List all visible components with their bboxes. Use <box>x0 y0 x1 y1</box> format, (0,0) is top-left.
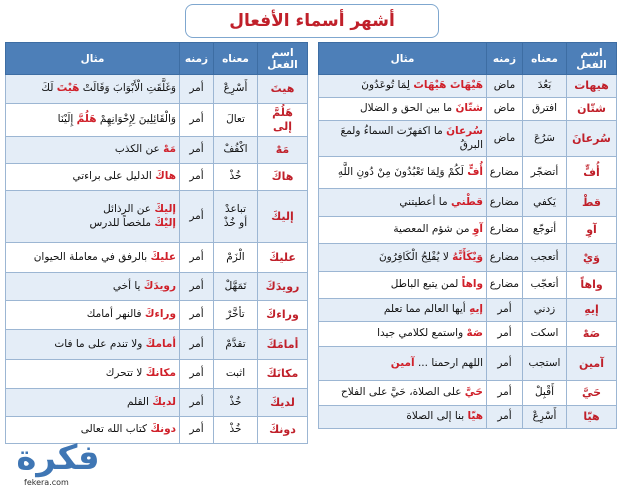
meaning-cell <box>214 389 258 417</box>
table-row <box>6 104 308 137</box>
verb-noun-cell: قطْ <box>567 189 617 217</box>
example-highlight: وراءكَ <box>144 308 176 321</box>
meaning-text: خُذْ <box>229 423 242 436</box>
example-cell <box>319 157 487 189</box>
table-body <box>6 75 308 444</box>
example-cell <box>6 360 180 389</box>
tense-cell: مضارع <box>487 189 523 217</box>
meaning-text: تأخَّرْ <box>226 308 245 321</box>
verb-noun-cell: آوِ <box>567 217 617 244</box>
table-row <box>319 244 617 272</box>
table-row <box>319 272 617 299</box>
meaning-text: بَعُدَ <box>537 79 552 92</box>
meaning-cell <box>214 417 258 444</box>
example-highlight: إيهِ <box>469 303 483 316</box>
meaning-cell <box>523 244 567 272</box>
example-highlight: صَهْ <box>466 327 483 340</box>
meaning-cell <box>523 189 567 217</box>
example-cell <box>6 137 180 164</box>
tense-cell: ماض <box>487 98 523 121</box>
example-line <box>9 423 176 436</box>
table-row <box>319 217 617 244</box>
verb-noun-cell: إيهِ <box>567 299 617 322</box>
meaning-text: تباعدْ <box>224 203 247 216</box>
verb-noun-cell: صَهْ <box>567 322 617 347</box>
example-line <box>9 170 176 183</box>
example-line <box>9 367 176 380</box>
example-text: الدليل على براءتي <box>72 170 156 183</box>
example-text: على الصلاة، حَيَّ على الفلاح <box>341 386 465 399</box>
meaning-cell <box>214 301 258 330</box>
meaning-cell <box>523 121 567 157</box>
meaning-cell <box>523 272 567 299</box>
meaning-cell <box>214 137 258 164</box>
tense-cell: أمر <box>487 299 523 322</box>
table-row <box>319 75 617 98</box>
example-line <box>9 396 176 409</box>
verb-noun-cell: هاكَ <box>258 164 308 191</box>
col-header-name: اسم الفعل <box>258 43 308 75</box>
meaning-text: أَسْرِعْ <box>532 410 557 423</box>
meaning-text: أَسْرِعْ <box>223 82 248 95</box>
example-highlight: أمامكَ <box>145 337 176 350</box>
example-line <box>322 166 483 179</box>
example-line <box>9 251 176 264</box>
example-highlight: هَلُمَّ <box>76 113 97 126</box>
example-text: اللهم ارحمنا ... <box>414 356 483 369</box>
example-text: فالنهر أمامك <box>86 308 145 321</box>
site-logo <box>2 436 114 490</box>
tense-cell: أمر <box>180 389 214 417</box>
tense-cell: أمر <box>180 104 214 137</box>
example-line <box>322 357 483 370</box>
meaning-text: زدني <box>533 303 556 316</box>
meaning-text: اكْفُفْ <box>223 143 248 156</box>
tense-cell: أمر <box>180 164 214 191</box>
table-row <box>6 330 308 360</box>
table-row <box>319 347 617 381</box>
tense-cell: أمر <box>487 381 523 406</box>
col-header-example: مثال <box>6 43 180 75</box>
page-title-text: أشهر أسماء الأفعال <box>229 11 395 31</box>
example-cell <box>6 301 180 330</box>
table-body <box>319 75 617 429</box>
example-text: بالرفق في معاملة الحيوان <box>33 250 151 263</box>
example-line <box>322 79 483 92</box>
meaning-text: أتعجب <box>530 250 559 263</box>
example-highlight: لديكَ <box>152 395 176 408</box>
verb-noun-cell: وَيْ <box>567 244 617 272</box>
meaning-cell <box>214 75 258 104</box>
example-line <box>322 223 483 236</box>
tense-cell: أمر <box>180 191 214 243</box>
example-highlight: أُفٍّ <box>467 165 483 178</box>
example-text: يا أخي <box>112 279 144 292</box>
example-cell <box>6 191 180 243</box>
tense-cell: ماض <box>487 75 523 98</box>
example-cell <box>319 299 487 322</box>
example-cell <box>6 389 180 417</box>
page-title <box>185 4 439 38</box>
example-line <box>9 280 176 293</box>
example-cell <box>319 406 487 429</box>
verb-noun-cell: آمين <box>567 347 617 381</box>
example-text: لا يُفْلِحُ الْكَافِرُونَ <box>378 250 453 263</box>
table-row <box>319 299 617 322</box>
table-header-row <box>319 43 617 75</box>
example-text: لَكُمْ وَلِمَا تَعْبُدُونَ مِنْ دُونِ اللَّهِ <box>337 165 468 178</box>
example-text: ملخصاً للدرس <box>89 216 155 229</box>
example-line <box>9 113 176 126</box>
example-cell <box>6 243 180 273</box>
meaning-cell <box>214 164 258 191</box>
example-line <box>322 125 483 151</box>
tense-cell: مضارع <box>487 217 523 244</box>
example-highlight: هَيْتَ <box>56 82 80 95</box>
table-right <box>318 42 617 429</box>
table-row <box>319 121 617 157</box>
example-highlight: هاكَ <box>155 170 176 183</box>
verb-noun-cell: لديكَ <box>258 389 308 417</box>
table-row <box>6 191 308 243</box>
meaning-text: يَكفي <box>533 195 556 208</box>
example-cell <box>319 244 487 272</box>
example-line <box>322 386 483 399</box>
example-line <box>322 196 483 209</box>
tense-cell: أمر <box>180 137 214 164</box>
table-row <box>319 157 617 189</box>
meaning-cell <box>214 330 258 360</box>
example-highlight: إليكَ <box>154 203 176 216</box>
verb-noun-cell: شتّان <box>567 98 617 121</box>
meaning-text: تقدَّمْ <box>225 337 246 350</box>
table-row <box>6 360 308 389</box>
verb-noun-cell: واهاً <box>567 272 617 299</box>
col-header-tense: زمنه <box>487 43 523 75</box>
example-line <box>322 102 483 115</box>
example-cell <box>6 330 180 360</box>
meaning-cell <box>214 273 258 301</box>
meaning-cell <box>523 299 567 322</box>
meaning-text: أتضجّر <box>530 165 559 178</box>
example-highlight: إليْكَ <box>154 216 176 229</box>
example-line <box>322 303 483 316</box>
verb-noun-cell: هيتَ <box>258 75 308 104</box>
col-header-meaning: معناه <box>214 43 258 75</box>
logo-url: fekera.com <box>24 478 69 487</box>
verb-noun-cell: مكانَكَ <box>258 360 308 389</box>
meaning-cell <box>523 217 567 244</box>
example-text: لمن يتبع الباطل <box>390 278 462 291</box>
example-text: وَغَلَّقَتِ الْأَبْوَابَ وَقَالَتْ <box>79 82 176 95</box>
tense-cell: مضارع <box>487 272 523 299</box>
verb-noun-cell: رويدَكَ <box>258 273 308 301</box>
example-text: كتاب الله تعالى <box>80 423 151 436</box>
example-line <box>9 338 176 351</box>
example-highlight: واهاً <box>461 278 483 291</box>
example-line <box>322 278 483 291</box>
table-row <box>6 164 308 191</box>
verb-noun-cell: وراءكَ <box>258 301 308 330</box>
example-highlight: عليكَ <box>150 250 176 263</box>
example-highlight: مَهْ <box>163 143 176 156</box>
example-cell <box>319 75 487 98</box>
table-header-row <box>6 43 308 75</box>
meaning-text: أتعجّب <box>530 278 559 291</box>
example-cell <box>319 347 487 381</box>
tense-cell: أمر <box>487 347 523 381</box>
meaning-cell <box>523 381 567 406</box>
verb-noun-cell: حَيَّ <box>567 381 617 406</box>
example-cell <box>6 104 180 137</box>
verb-noun-cell: عليكَ <box>258 243 308 273</box>
tense-cell: أمر <box>180 417 214 444</box>
example-cell <box>6 75 180 104</box>
example-highlight: آوِ <box>472 223 483 236</box>
example-highlight: آمين <box>390 356 415 369</box>
table-row <box>319 189 617 217</box>
example-text: من شؤم المعصية <box>393 223 473 236</box>
example-cell <box>319 272 487 299</box>
tense-cell: أمر <box>180 301 214 330</box>
meaning-text: سَرُعَ <box>534 131 555 144</box>
tense-cell: أمر <box>487 322 523 347</box>
verb-noun-cell: سُرعانَ <box>567 121 617 157</box>
verb-noun-cell: إليكَ <box>258 191 308 243</box>
meaning-cell <box>214 360 258 389</box>
tense-cell: أمر <box>180 75 214 104</box>
example-text: ولا تندم على ما فات <box>54 337 146 350</box>
col-header-meaning: معناه <box>523 43 567 75</box>
table-row <box>319 322 617 347</box>
meaning-cell <box>523 75 567 98</box>
example-text: إِلَيْنَا <box>57 113 77 126</box>
meaning-text: تَمَهَّلْ <box>224 279 247 292</box>
meaning-text: تعالَ <box>226 113 245 126</box>
example-highlight: رويدَكَ <box>143 279 176 292</box>
table-row <box>319 98 617 121</box>
example-cell <box>6 273 180 301</box>
example-cell <box>319 98 487 121</box>
verb-noun-cell: مَهْ <box>258 137 308 164</box>
meaning-cell <box>523 406 567 429</box>
example-highlight: حَيَّ <box>464 386 483 399</box>
verb-noun-cell: هيّا <box>567 406 617 429</box>
table-row <box>6 75 308 104</box>
verb-noun-cell: أُفٍّ <box>567 157 617 189</box>
example-cell <box>319 121 487 157</box>
example-text: ما أعطيتني <box>399 195 451 208</box>
logo-text: فكرة <box>16 438 100 478</box>
example-highlight: مكانكَ <box>145 367 176 380</box>
tense-cell: أمر <box>487 406 523 429</box>
example-line <box>9 203 176 216</box>
tense-cell: مضارع <box>487 157 523 189</box>
verb-noun-cell: هيهات <box>567 75 617 98</box>
example-text: عن الرذائل <box>103 203 155 216</box>
example-line <box>322 410 483 423</box>
table-row <box>6 273 308 301</box>
example-highlight: هيّا <box>467 410 483 423</box>
example-cell <box>319 322 487 347</box>
example-text: ما اكفهرّت السماءُ ولمعَ البرقُ <box>340 125 483 151</box>
col-header-tense: زمنه <box>180 43 214 75</box>
meaning-cell <box>214 191 258 243</box>
example-line <box>322 251 483 264</box>
example-line <box>9 217 176 230</box>
example-text: لَكَ <box>41 82 57 95</box>
example-text: لِمَا تُوعَدُونَ <box>361 79 414 92</box>
verb-noun-cell: دونكَ <box>258 417 308 444</box>
example-highlight: دونكَ <box>150 423 176 436</box>
tense-cell: أمر <box>180 330 214 360</box>
tense-cell: أمر <box>180 243 214 273</box>
meaning-text: افترق <box>531 102 558 115</box>
verb-noun-cell: أمامَكَ <box>258 330 308 360</box>
col-header-example: مثال <box>319 43 487 75</box>
example-text: القلم <box>127 395 153 408</box>
table-row <box>6 389 308 417</box>
tense-cell: ماض <box>487 121 523 157</box>
table-row <box>6 301 308 330</box>
meaning-text: اسكت <box>530 327 559 340</box>
example-cell <box>319 217 487 244</box>
meaning-cell <box>523 98 567 121</box>
tense-cell: أمر <box>180 360 214 389</box>
example-highlight: شتّانَ <box>455 102 483 115</box>
col-header-name: اسم الفعل <box>567 43 617 75</box>
meaning-cell <box>214 104 258 137</box>
example-text: وَالْقَائِلِينَ لِإِخْوَانِهِمْ <box>96 113 176 126</box>
example-highlight: هَيْهَاتَ هَيْهَاتَ <box>413 79 483 92</box>
example-cell <box>319 189 487 217</box>
example-text: واستمع لكلامي جيدا <box>377 327 467 340</box>
table-row <box>319 406 617 429</box>
example-cell <box>319 381 487 406</box>
meaning-text: أتوجّع <box>532 223 557 236</box>
example-text: عن الكذب <box>114 143 164 156</box>
meaning-cell <box>523 157 567 189</box>
meaning-text: أَقْبِلْ <box>534 386 555 399</box>
meaning-text: اثبت <box>225 367 246 380</box>
meaning-cell <box>523 322 567 347</box>
example-text: لا تتحرك <box>105 367 146 380</box>
example-text: بنا إلى الصلاة <box>406 410 468 423</box>
example-cell <box>6 164 180 191</box>
meaning-text: خُذْ <box>229 170 242 183</box>
example-line <box>9 82 176 95</box>
example-line <box>9 143 176 156</box>
table-row <box>319 381 617 406</box>
example-highlight: وَيْكَأَنَّهُ <box>452 250 483 263</box>
meaning-cell <box>523 347 567 381</box>
table-row <box>6 243 308 273</box>
meaning-cell <box>214 243 258 273</box>
example-line <box>9 308 176 321</box>
meaning-text: الْزَمْ <box>226 250 245 263</box>
example-text: ما بين الحق و الضلال <box>360 102 456 115</box>
table-row <box>6 137 308 164</box>
tense-cell: مضارع <box>487 244 523 272</box>
example-highlight: قطْني <box>450 195 483 208</box>
tense-cell: أمر <box>180 273 214 301</box>
meaning-text: خُذْ <box>229 395 242 408</box>
example-highlight: سُرعانَ <box>446 125 483 138</box>
example-line <box>322 327 483 340</box>
example-text: أيها العالم مما تعلم <box>383 303 470 316</box>
table-left <box>5 42 308 444</box>
meaning-text: أو خُذْ <box>223 216 248 229</box>
meaning-text: استجب <box>528 356 561 369</box>
verb-noun-cell: هَلُمَّ إلى <box>258 104 308 137</box>
